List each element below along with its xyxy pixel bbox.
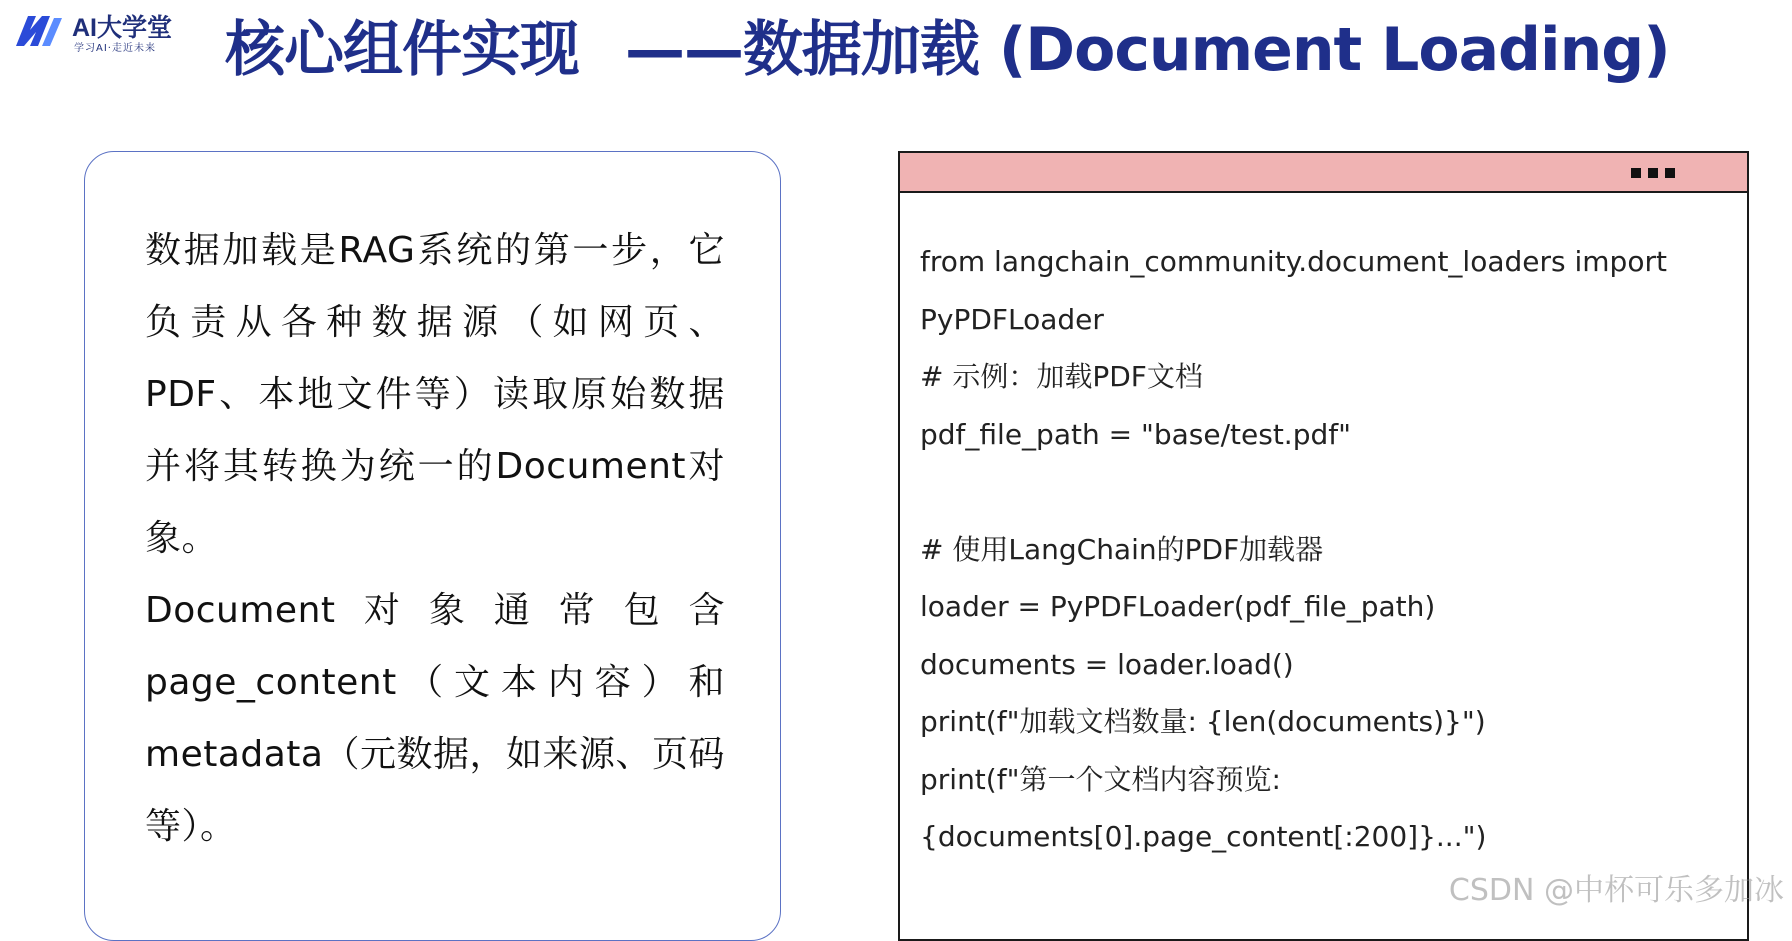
code-line: {documents[0].page_content[:200]}...") bbox=[920, 820, 1487, 853]
description-text bbox=[145, 215, 725, 863]
code-line: print(f"加载文档数量: {len(documents)}") bbox=[920, 705, 1486, 738]
more-icon[interactable] bbox=[1631, 168, 1679, 180]
code-line: loader = PyPDFLoader(pdf_file_path) bbox=[920, 590, 1436, 623]
code-line: from langchain_community.document_loaders import bbox=[920, 245, 1667, 278]
logo bbox=[12, 6, 197, 52]
code-line: PyPDFLoader bbox=[920, 302, 1104, 336]
code-block bbox=[920, 233, 1720, 866]
code-line: # 示例：加载PDF文档 bbox=[920, 360, 1203, 393]
logo-tagline: 学习AI·走近未来 bbox=[74, 43, 156, 54]
code-line bbox=[920, 463, 1720, 521]
watermark: CSDN @中杯可乐多加冰 bbox=[1448, 873, 1784, 908]
code-window bbox=[898, 151, 1749, 941]
description-paragraph: Document对象通常包含page_content（文本内容）和metadata（元数据，如来源、页码等）。 bbox=[145, 590, 725, 847]
code-window-titlebar bbox=[900, 153, 1747, 193]
code-line: print(f"第一个文档内容预览: bbox=[920, 762, 1281, 796]
logo-mark-icon bbox=[12, 12, 64, 50]
description-paragraph: 数据加载是RAG系统的第一步，它负责从各种数据源（如网页、PDF、本地文件等）读取原始数据并将其转换为统一的Document对象。 bbox=[145, 230, 725, 559]
page-title-sub: ——数据加载 (Document Loading) bbox=[625, 15, 1670, 85]
code-line: # 使用LangChain的PDF加载器 bbox=[920, 532, 1324, 566]
code-line: documents = loader.load() bbox=[920, 647, 1294, 681]
page-title-main: 核心组件实现 bbox=[225, 15, 579, 85]
logo-name: AI大学堂 bbox=[72, 14, 173, 42]
code-line: pdf_file_path = "base/test.pdf" bbox=[920, 417, 1351, 451]
page-title bbox=[225, 8, 1670, 92]
